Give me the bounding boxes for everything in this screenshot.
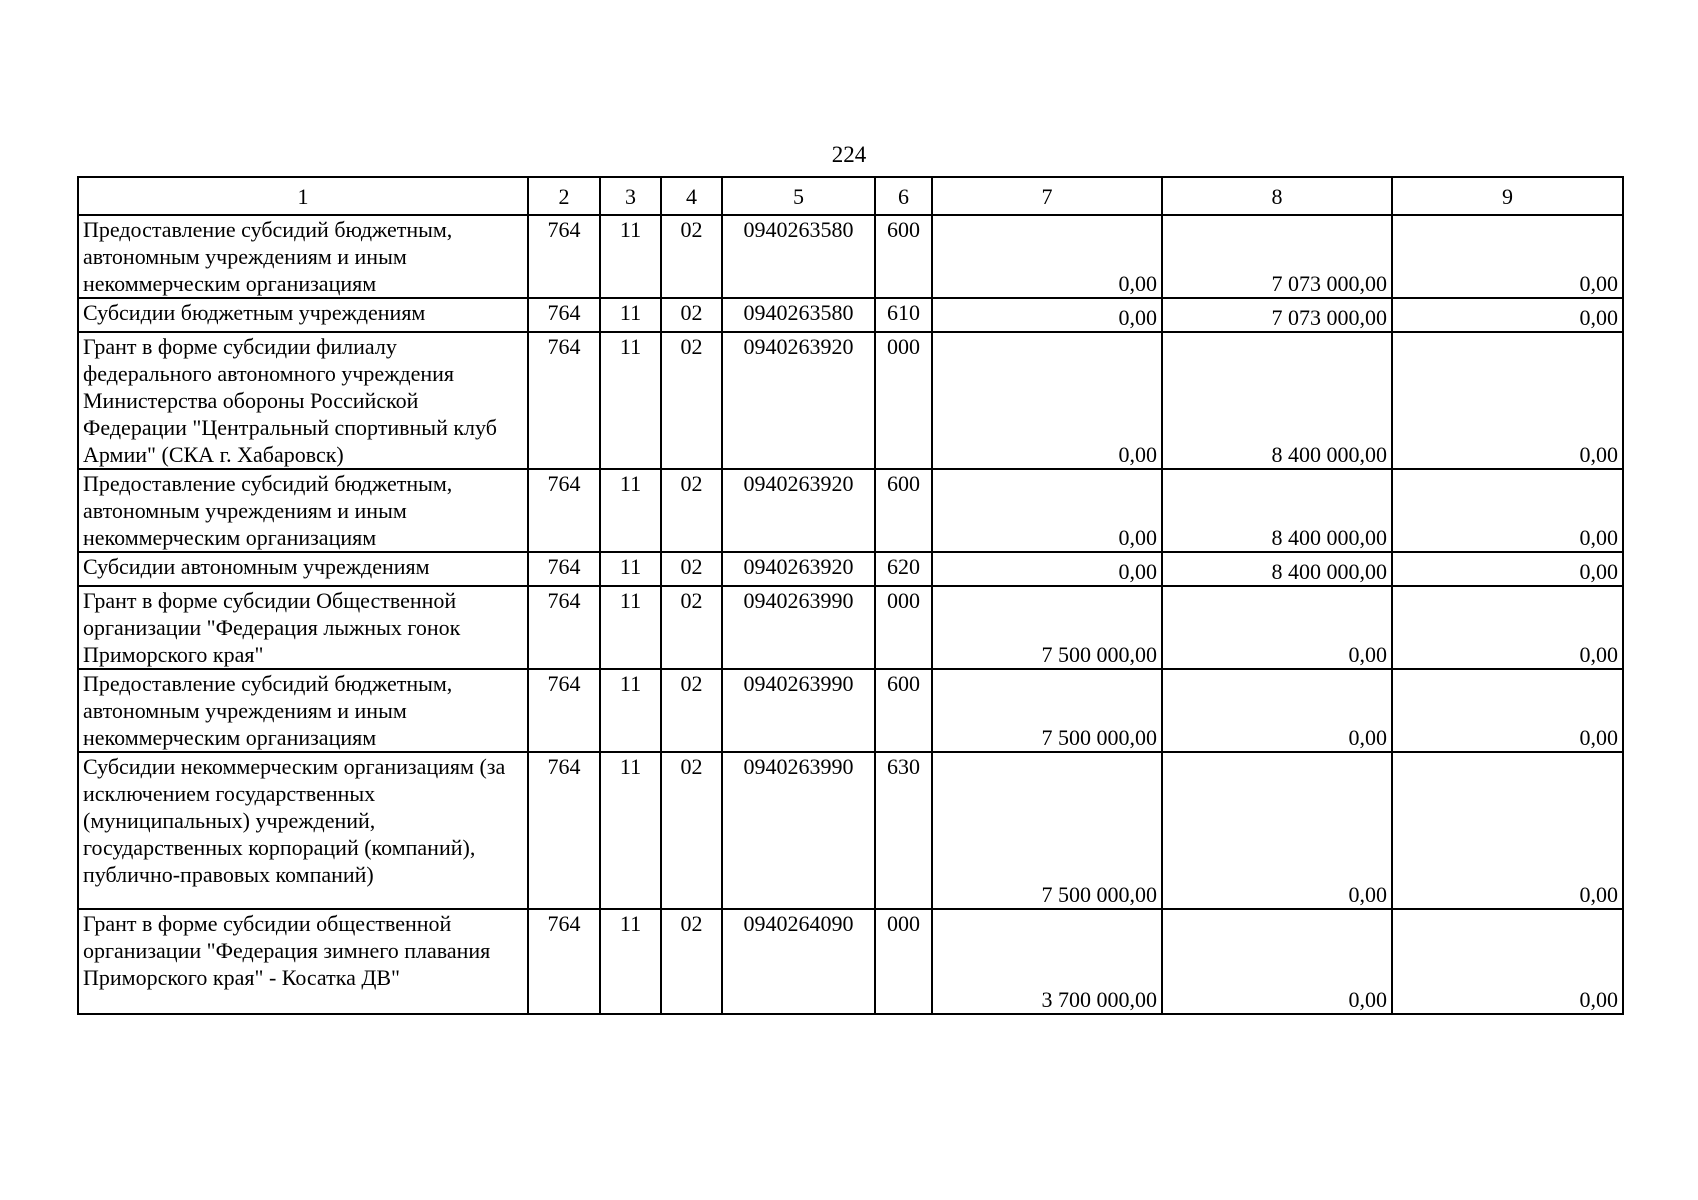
amount-value: 0,00 — [1118, 442, 1157, 467]
row-name-cell: Субсидии автономным учреждениям — [78, 552, 528, 586]
amount-value: 0,00 — [1348, 642, 1387, 667]
code-cell: 000 — [875, 332, 932, 469]
amount-cell — [1162, 752, 1392, 909]
amount-cell — [932, 332, 1162, 469]
amount-value: 0,00 — [1579, 987, 1618, 1012]
amount-cell — [932, 552, 1162, 586]
column-header: 6 — [875, 177, 932, 215]
table-row — [78, 215, 1623, 298]
amount-cell — [1392, 909, 1623, 1014]
code-cell: 0940263580 — [722, 215, 875, 298]
code-cell: 000 — [875, 586, 932, 669]
code-cell: 02 — [661, 669, 722, 752]
amount-cell — [1162, 669, 1392, 752]
amount-value: 7 073 000,00 — [1271, 271, 1387, 296]
code-cell: 02 — [661, 332, 722, 469]
amount-value: 0,00 — [1118, 271, 1157, 296]
amount-cell — [932, 298, 1162, 332]
code-cell: 11 — [600, 469, 661, 552]
table-row — [78, 586, 1623, 669]
amount-cell — [1392, 332, 1623, 469]
row-name-cell: Грант в форме субсидии Общественной организации "Федерация лыжных гонок Приморского края" — [78, 586, 528, 669]
row-name-cell: Субсидии некоммерческим организациям (за исключением государственных (муниципальных) учреждений, государственных корпораций (компаний), публично-правовых компаний) — [78, 752, 528, 909]
row-name-cell: Предоставление субсидий бюджетным, автономным учреждениям и иным некоммерческим организациям — [78, 215, 528, 298]
amount-value: 8 400 000,00 — [1271, 525, 1387, 550]
code-cell: 764 — [528, 215, 600, 298]
amount-value: 8 400 000,00 — [1271, 442, 1387, 467]
amount-cell — [932, 909, 1162, 1014]
column-header: 1 — [78, 177, 528, 215]
amount-cell — [932, 752, 1162, 909]
table-row — [78, 752, 1623, 909]
amount-value: 0,00 — [1579, 305, 1618, 330]
code-cell: 0940263580 — [722, 298, 875, 332]
amount-value: 7 073 000,00 — [1271, 305, 1387, 330]
amount-cell — [1392, 469, 1623, 552]
code-cell: 02 — [661, 909, 722, 1014]
amount-cell — [932, 469, 1162, 552]
code-cell: 620 — [875, 552, 932, 586]
code-cell: 11 — [600, 552, 661, 586]
amount-cell — [1162, 586, 1392, 669]
amount-value: 0,00 — [1348, 725, 1387, 750]
column-header: 4 — [661, 177, 722, 215]
amount-cell — [1162, 469, 1392, 552]
code-cell: 764 — [528, 586, 600, 669]
amount-value: 0,00 — [1579, 725, 1618, 750]
code-cell: 764 — [528, 552, 600, 586]
table-row — [78, 332, 1623, 469]
amount-value: 0,00 — [1579, 882, 1618, 907]
code-cell: 11 — [600, 215, 661, 298]
row-name-cell: Субсидии бюджетным учреждениям — [78, 298, 528, 332]
code-cell: 11 — [600, 298, 661, 332]
amount-value: 8 400 000,00 — [1271, 559, 1387, 584]
code-cell: 11 — [600, 586, 661, 669]
row-name-cell: Предоставление субсидий бюджетным, автономным учреждениям и иным некоммерческим организациям — [78, 669, 528, 752]
table-row — [78, 669, 1623, 752]
code-cell: 600 — [875, 669, 932, 752]
amount-value: 0,00 — [1118, 559, 1157, 584]
column-header: 2 — [528, 177, 600, 215]
code-cell: 11 — [600, 669, 661, 752]
row-name-cell: Грант в форме субсидии общественной организации "Федерация зимнего плавания Приморского края" - Косатка ДВ" — [78, 909, 528, 1014]
amount-cell — [1162, 298, 1392, 332]
code-cell: 764 — [528, 332, 600, 469]
code-cell: 02 — [661, 298, 722, 332]
row-name-cell: Грант в форме субсидии филиалу федерального автономного учреждения Министерства обороны Российской Федерации "Центральный спортивный клуб Армии" (СКА г. Хабаровск) — [78, 332, 528, 469]
amount-value: 0,00 — [1348, 882, 1387, 907]
code-cell: 764 — [528, 752, 600, 909]
budget-table — [77, 176, 1624, 1015]
amount-cell — [1392, 552, 1623, 586]
amount-value: 0,00 — [1579, 271, 1618, 296]
code-cell: 600 — [875, 215, 932, 298]
code-cell: 610 — [875, 298, 932, 332]
amount-value: 7 500 000,00 — [1041, 882, 1157, 907]
amount-cell — [1392, 669, 1623, 752]
code-cell: 11 — [600, 752, 661, 909]
amount-value: 0,00 — [1579, 559, 1618, 584]
amount-cell — [932, 669, 1162, 752]
code-cell: 764 — [528, 298, 600, 332]
table-row — [78, 909, 1623, 1014]
column-header: 5 — [722, 177, 875, 215]
amount-cell — [1392, 215, 1623, 298]
code-cell: 0940263920 — [722, 469, 875, 552]
amount-cell — [1392, 752, 1623, 909]
code-cell: 600 — [875, 469, 932, 552]
code-cell: 764 — [528, 469, 600, 552]
amount-cell — [1162, 215, 1392, 298]
column-header: 3 — [600, 177, 661, 215]
amount-value: 0,00 — [1118, 525, 1157, 550]
amount-value: 3 700 000,00 — [1041, 987, 1157, 1012]
code-cell: 0940263920 — [722, 552, 875, 586]
amount-value: 0,00 — [1579, 442, 1618, 467]
amount-cell — [1162, 909, 1392, 1014]
column-header: 9 — [1392, 177, 1623, 215]
code-cell: 000 — [875, 909, 932, 1014]
code-cell: 0940264090 — [722, 909, 875, 1014]
table-row — [78, 552, 1623, 586]
code-cell: 02 — [661, 469, 722, 552]
amount-value: 0,00 — [1348, 987, 1387, 1012]
amount-cell — [1392, 298, 1623, 332]
code-cell: 11 — [600, 909, 661, 1014]
code-cell: 02 — [661, 552, 722, 586]
table-row — [78, 469, 1623, 552]
amount-value: 7 500 000,00 — [1041, 642, 1157, 667]
amount-cell — [932, 215, 1162, 298]
column-header: 7 — [932, 177, 1162, 215]
page-number: 224 — [831, 142, 867, 167]
amount-value: 0,00 — [1579, 642, 1618, 667]
code-cell: 630 — [875, 752, 932, 909]
column-header: 8 — [1162, 177, 1392, 215]
code-cell: 764 — [528, 669, 600, 752]
code-cell: 02 — [661, 752, 722, 909]
code-cell: 02 — [661, 215, 722, 298]
row-name-cell: Предоставление субсидий бюджетным, автономным учреждениям и иным некоммерческим организациям — [78, 469, 528, 552]
code-cell: 0940263990 — [722, 586, 875, 669]
amount-cell — [1162, 552, 1392, 586]
amount-value: 7 500 000,00 — [1041, 725, 1157, 750]
amount-value: 0,00 — [1579, 525, 1618, 550]
column-number-row — [78, 177, 1623, 215]
code-cell: 0940263990 — [722, 669, 875, 752]
amount-value: 0,00 — [1118, 305, 1157, 330]
amount-cell — [1392, 586, 1623, 669]
amount-cell — [932, 586, 1162, 669]
code-cell: 764 — [528, 909, 600, 1014]
amount-cell — [1162, 332, 1392, 469]
code-cell: 0940263920 — [722, 332, 875, 469]
code-cell: 02 — [661, 586, 722, 669]
code-cell: 11 — [600, 332, 661, 469]
code-cell: 0940263990 — [722, 752, 875, 909]
table-row — [78, 298, 1623, 332]
